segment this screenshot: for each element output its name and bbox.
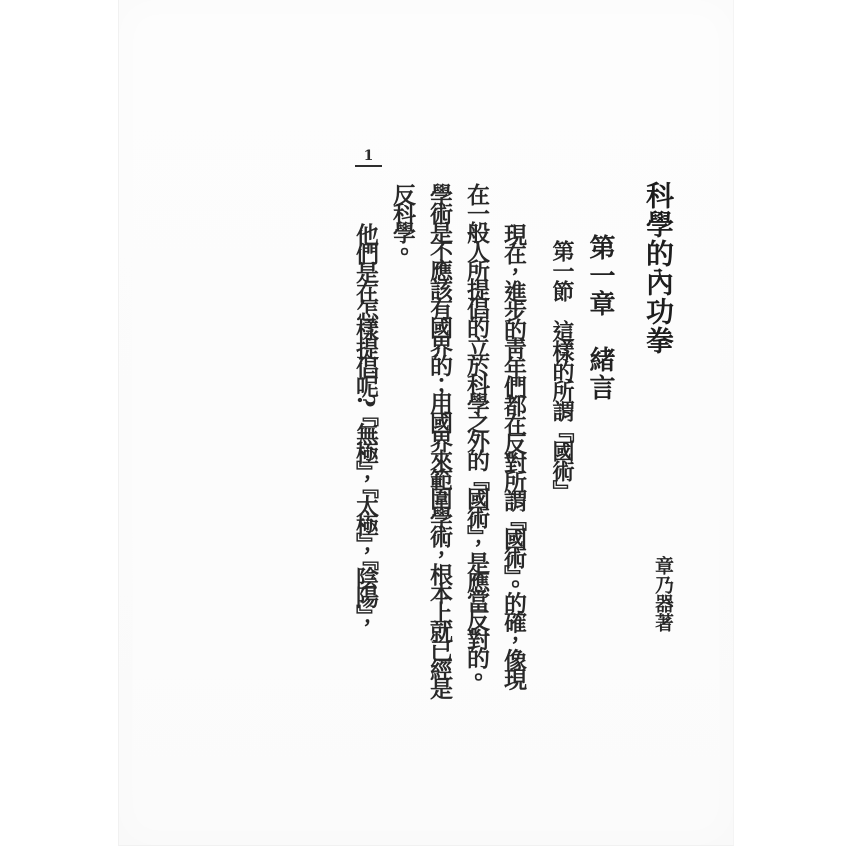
body-text [347,183,532,783]
body-column-4: 反科學。 [389,183,416,259]
book-page [118,0,734,846]
chapter-heading: 第一章 緒言 [585,234,615,402]
author-name: 章乃器著 [652,556,674,632]
body-column-2: 在一般人所提倡的立於科學之外的『國術』，是應當反對的。 [463,183,490,685]
body-column-3: 學術是不應該有國界的；用國界來範圍學術，根本上就已經是 [426,183,453,696]
book-title: 科學的內功拳 [642,181,675,355]
section-heading: 第一節 這樣的所謂『國術』 [549,240,575,500]
page-number: 1 [355,148,382,167]
body-column-1: 現在，進步的靑年們都在反對所謂『國術』。的確，像現 [500,223,527,687]
body-column-5: 他們是在怎樣提倡呢?『無極』，『太極』，『陰陽』， [352,223,379,631]
